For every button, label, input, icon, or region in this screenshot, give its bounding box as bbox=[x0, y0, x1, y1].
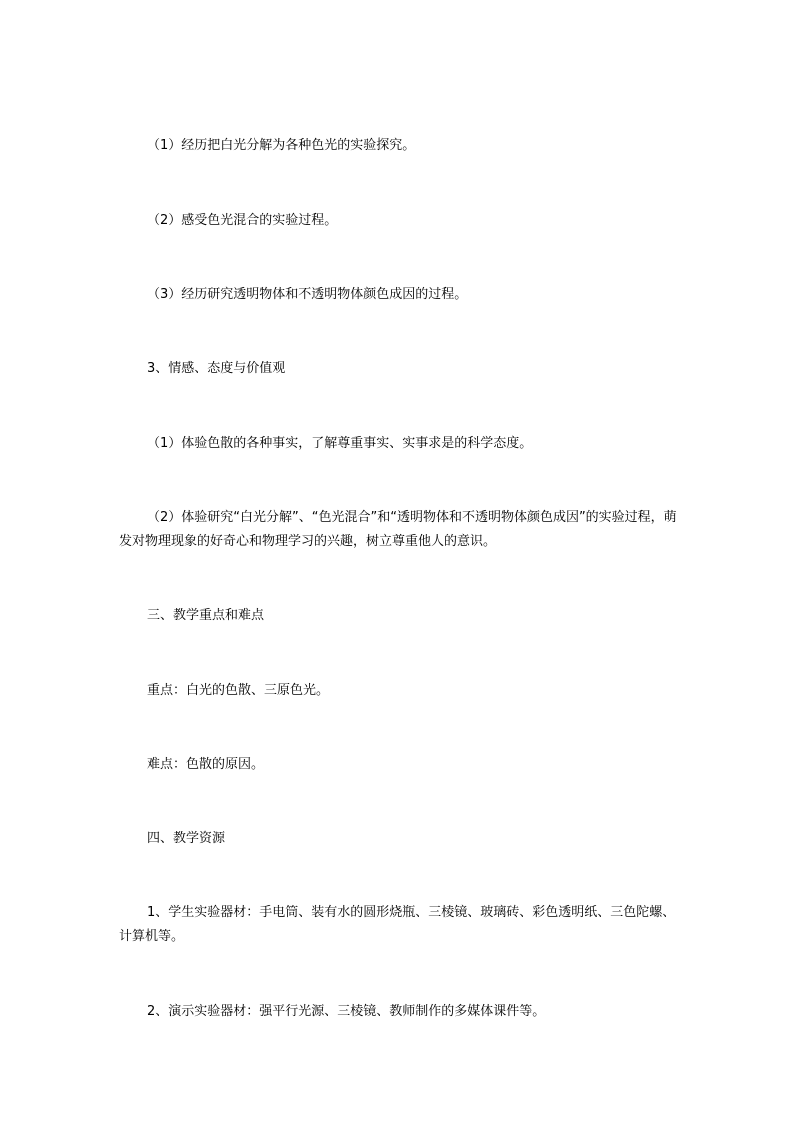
paragraph-key-points: 重点：白光的色散、三原色光。 bbox=[147, 683, 330, 698]
paragraph-demo-equipment: 2、演示实验器材：强平行光源、三棱镜、教师制作的多媒体课件等。 bbox=[147, 1004, 546, 1019]
paragraph-emotion-1: （1）体验色散的各种事实，了解尊重事实、实事求是的科学态度。 bbox=[147, 436, 533, 451]
heading-key-points-difficulties: 三、教学重点和难点 bbox=[147, 608, 265, 623]
heading-teaching-resources: 四、教学资源 bbox=[147, 831, 226, 846]
paragraph-emotion-2: （2）体验研究“白光分解”、“色光混合”和“透明物体和不透明物体颜色成因”的实验过程，萌发对物理现象的好奇心和物理学习的兴趣，树立尊重他人的意识。 bbox=[119, 510, 677, 549]
paragraph-difficulties: 难点：色散的原因。 bbox=[147, 757, 265, 772]
paragraph-objective-process-3: （3）经历研究透明物体和不透明物体颜色成因的过程。 bbox=[147, 287, 468, 302]
paragraph-objective-process-2: （2）感受色光混合的实验过程。 bbox=[147, 213, 338, 228]
paragraph-objective-process-1: （1）经历把白光分解为各种色光的实验探究。 bbox=[147, 138, 416, 153]
paragraph-student-equipment: 1、学生实验器材：手电筒、装有水的圆形烧瓶、三棱镜、玻璃砖、彩色透明纸、三色陀螺、计算机等。 bbox=[119, 905, 676, 944]
heading-emotion-attitude-values: 3、情感、态度与价值观 bbox=[147, 361, 286, 376]
